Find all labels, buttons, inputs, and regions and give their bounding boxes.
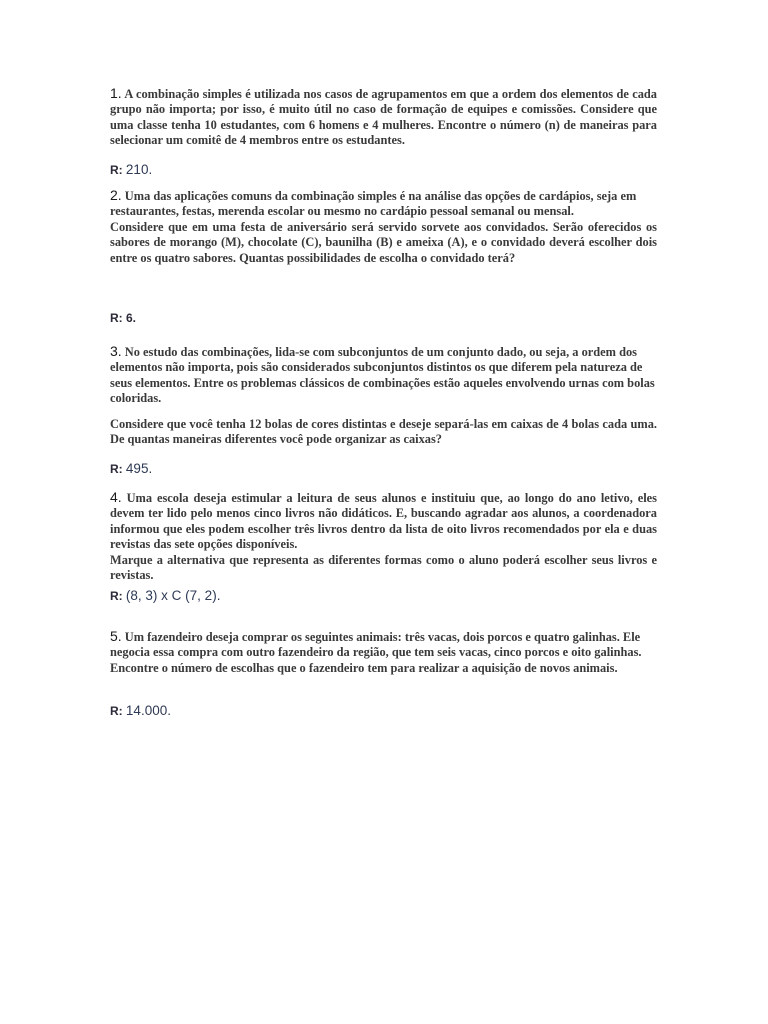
question-5-text (110, 629, 657, 676)
question-3-intro (110, 344, 657, 407)
answer-5-label: R: (110, 704, 123, 718)
answer-3-value: 495. (125, 461, 153, 476)
answer-5 (110, 703, 657, 719)
question-3 (110, 344, 657, 447)
question-4-intro (110, 490, 657, 553)
question-4-paragraph-2: Marque a alternativa que representa as diferentes formas como o aluno poderá escolher seus livros e revistas. (110, 552, 657, 583)
question-3-paragraph-2: Considere que você tenha 12 bolas de cores distintas e deseje separá-las em caixas de 4 bolas cada uma. De quantas maneiras diferentes você pode organizar as caixas? (110, 416, 657, 447)
answer-2 (110, 310, 657, 326)
question-2-number: 2. (110, 187, 122, 203)
question-1-paragraph-1: A combinação simples é utilizada nos casos de agrupamentos em que a ordem dos elementos de cada grupo não importa; por isso, é muito útil no caso de formação de equipes e comissões. Considere que uma classe tenha 10 estudantes, com 6 homens e 4 mulheres. Encontre o número (n) de maneiras para selecionar um comitê de 4 membros entre os estudantes. (110, 87, 657, 148)
question-5-number: 5. (110, 628, 122, 644)
question-4-paragraph-1: Uma escola deseja estimular a leitura de seus alunos e instituiu que, ao longo do ano letivo, eles devem ter lido pelo menos cinco livros não didáticos. E, buscando agradar aos alunos, a coordenadora informou que eles podem escolher três livros dentro da lista de oito livros recomendados por ela e duas revistas das sete opções disponíveis. (110, 491, 657, 552)
question-4 (110, 490, 657, 583)
question-2-intro (110, 188, 657, 220)
answer-1 (110, 162, 657, 178)
answer-3 (110, 461, 657, 477)
answer-4-value: (8, 3) x C (7, 2). (125, 588, 221, 603)
answer-4 (110, 588, 657, 604)
question-5 (110, 629, 657, 676)
question-1-number: 1. (110, 85, 122, 101)
answer-5-value: 14.000. (125, 703, 171, 718)
answer-1-label: R: (110, 163, 123, 177)
answer-2-label: R: 6. (110, 311, 137, 325)
question-1 (110, 86, 657, 149)
answer-1-value: 210. (125, 162, 153, 177)
question-2-paragraph-2: Considere que em uma festa de aniversário será servido sorvete aos convidados. Serão oferecidos os sabores de morango (M), chocolate (C), baunilha (B) e ameixa (A), e o convidado deverá escolher dois entre os quatro sabores. Quantas possibilidades de escolha o convidado terá? (110, 219, 657, 265)
answer-3-label: R: (110, 462, 123, 476)
question-2-paragraph-1: Uma das aplicações comuns da combinação simples é na análise das opções de cardápios, seja em restaurantes, festas, merenda escolar ou mesmo no cardápio pessoal semanal ou mensal. (110, 189, 637, 219)
question-4-number: 4. (110, 489, 122, 505)
question-2 (110, 188, 657, 266)
question-1-text (110, 86, 657, 149)
question-3-paragraph-1: No estudo das combinações, lida-se com subconjuntos de um conjunto dado, ou seja, a ordem dos elementos não importa, pois são considerados subconjuntos distintos os que diferem pela natureza de seus elementos. Entre os problemas clássicos de combinações estão aqueles envolvendo urnas com bolas coloridas. (110, 345, 655, 406)
answer-4-label: R: (110, 589, 123, 603)
question-3-number: 3. (110, 343, 122, 359)
question-5-paragraph-1: Um fazendeiro deseja comprar os seguintes animais: três vacas, dois porcos e quatro galinhas. Ele negocia essa compra com outro fazendeiro da região, que tem seis vacas, cinco porcos e oito galinhas. Encontre o número de escolhas que o fazendeiro tem para realizar a aquisição de novos animais. (110, 630, 642, 675)
